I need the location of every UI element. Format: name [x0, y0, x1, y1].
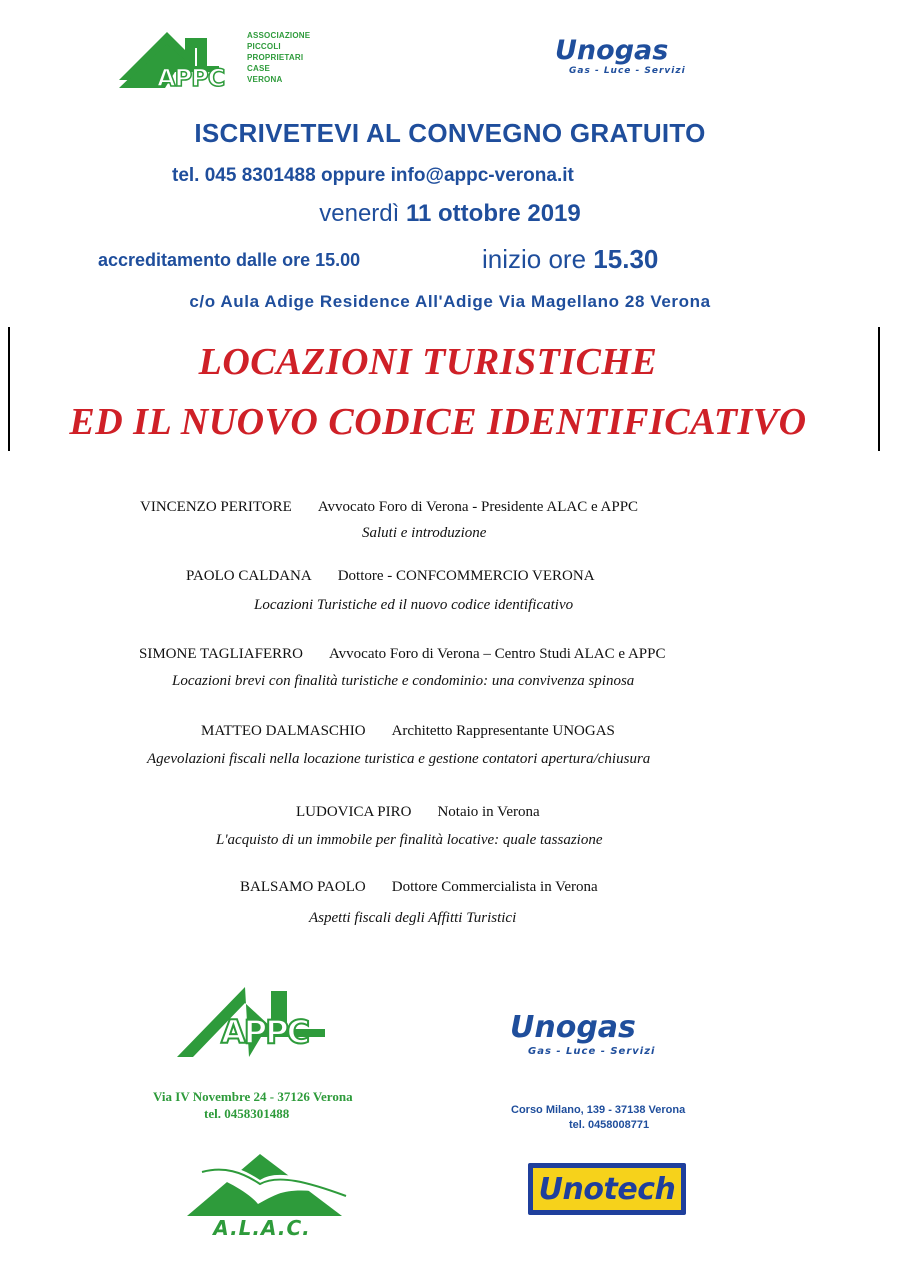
start-time: [482, 244, 658, 275]
program-item-6-speaker-line: [240, 878, 598, 896]
program-item-3-topic: Locazioni brevi con finalità turistiche e condominio: una convivenza spinosa: [172, 673, 635, 689]
speaker-role: Notaio in Verona: [437, 804, 540, 820]
start-prefix: inizio ore: [482, 244, 587, 274]
unogas-wordmark: Unogas: [555, 35, 669, 66]
appc-logo-letters: APPC: [157, 64, 225, 92]
appc-logo-letters: APPC: [221, 1013, 309, 1051]
program-item-2-speaker-line: [186, 567, 595, 585]
program-item-1-topic: Saluti e introduzione: [362, 525, 487, 541]
program-item-5-topic: L'acquisto di un immobile per finalità locative: quale tassazione: [216, 832, 603, 848]
program-item-4-topic: Agevolazioni fiscali nella locazione turistica e gestione contatori apertura/chiusura: [147, 751, 651, 767]
speaker-name: VINCENZO PERITORE: [140, 499, 292, 515]
unogas-tagline: Gas - Luce - Servizi: [528, 1046, 656, 1057]
unotech-wordmark: Unotech: [538, 1172, 676, 1207]
title-line-1: LOCAZIONI TURISTICHE: [198, 341, 658, 383]
date-prefix: venerdì: [319, 200, 400, 227]
appc-address: Via IV Novembre 24 - 37126 Verona: [153, 1089, 353, 1104]
appc-association-name: ASSOCIAZIONE PICCOLI PROPRIETARI CASE VERONA: [247, 31, 311, 84]
unogas-phone: tel. 0458008771: [569, 1119, 650, 1131]
program-item-5-speaker-line: [296, 803, 540, 821]
alac-logo-text: A.L.A.C.: [213, 1216, 311, 1240]
unogas-address: Corso Milano, 139 - 37138 Verona: [511, 1104, 686, 1116]
unotech-logo: [528, 1163, 686, 1215]
speaker-role: Dottore Commercialista in Verona: [391, 879, 598, 895]
appc-logo-bottom: [175, 985, 345, 1060]
title-line-2: ED IL NUOVO CODICE IDENTIFICATIVO: [69, 401, 807, 443]
speaker-role: Avvocato Foro di Verona - Presidente ALAC e APPC: [317, 499, 639, 515]
event-venue: c/o Aula Adige Residence All'Adige Via Magellano 28 Verona: [189, 292, 711, 311]
unogas-logo-bottom: [510, 1012, 710, 1057]
alac-mountain-bird-icon: [182, 1150, 357, 1220]
program-item-6-topic: Aspetti fiscali degli Affitti Turistici: [309, 910, 517, 926]
program-item-2-topic: Locazioni Turistiche ed il nuovo codice identificativo: [254, 597, 574, 613]
unogas-tagline: Gas - Luce - Servizi: [569, 66, 686, 76]
speaker-name: SIMONE TAGLIAFERRO: [139, 646, 303, 662]
event-headline: ISCRIVETEVI AL CONVEGNO GRATUITO: [194, 118, 706, 148]
unogas-logo-top: [555, 36, 715, 76]
program-item-3-speaker-line: [139, 645, 665, 663]
speaker-name: LUDOVICA PIRO: [296, 804, 412, 820]
accreditation-time: accreditamento dalle ore 15.00: [98, 250, 361, 270]
date-value: 11 ottobre 2019: [405, 200, 581, 227]
start-time-value: 15.30: [593, 244, 659, 274]
speaker-name: MATTEO DALMASCHIO: [201, 723, 366, 739]
speaker-role: Avvocato Foro di Verona – Centro Studi ALAC e APPC: [328, 646, 666, 662]
alac-logo: [182, 1150, 357, 1245]
speaker-role: Dottore - CONFCOMMERCIO VERONA: [337, 568, 595, 584]
event-date: [0, 200, 900, 228]
speaker-name: BALSAMO PAOLO: [240, 879, 366, 895]
speaker-name: PAOLO CALDANA: [186, 568, 312, 584]
unogas-wordmark: Unogas: [510, 1010, 636, 1045]
program-item-4-speaker-line: [201, 722, 615, 740]
program-item-1-speaker-line: [140, 498, 638, 516]
appc-phone: tel. 0458301488: [204, 1106, 290, 1121]
speaker-role: Architetto Rappresentante UNOGAS: [391, 723, 615, 739]
event-contact: tel. 045 8301488 oppure info@appc-verona.it: [172, 165, 574, 186]
